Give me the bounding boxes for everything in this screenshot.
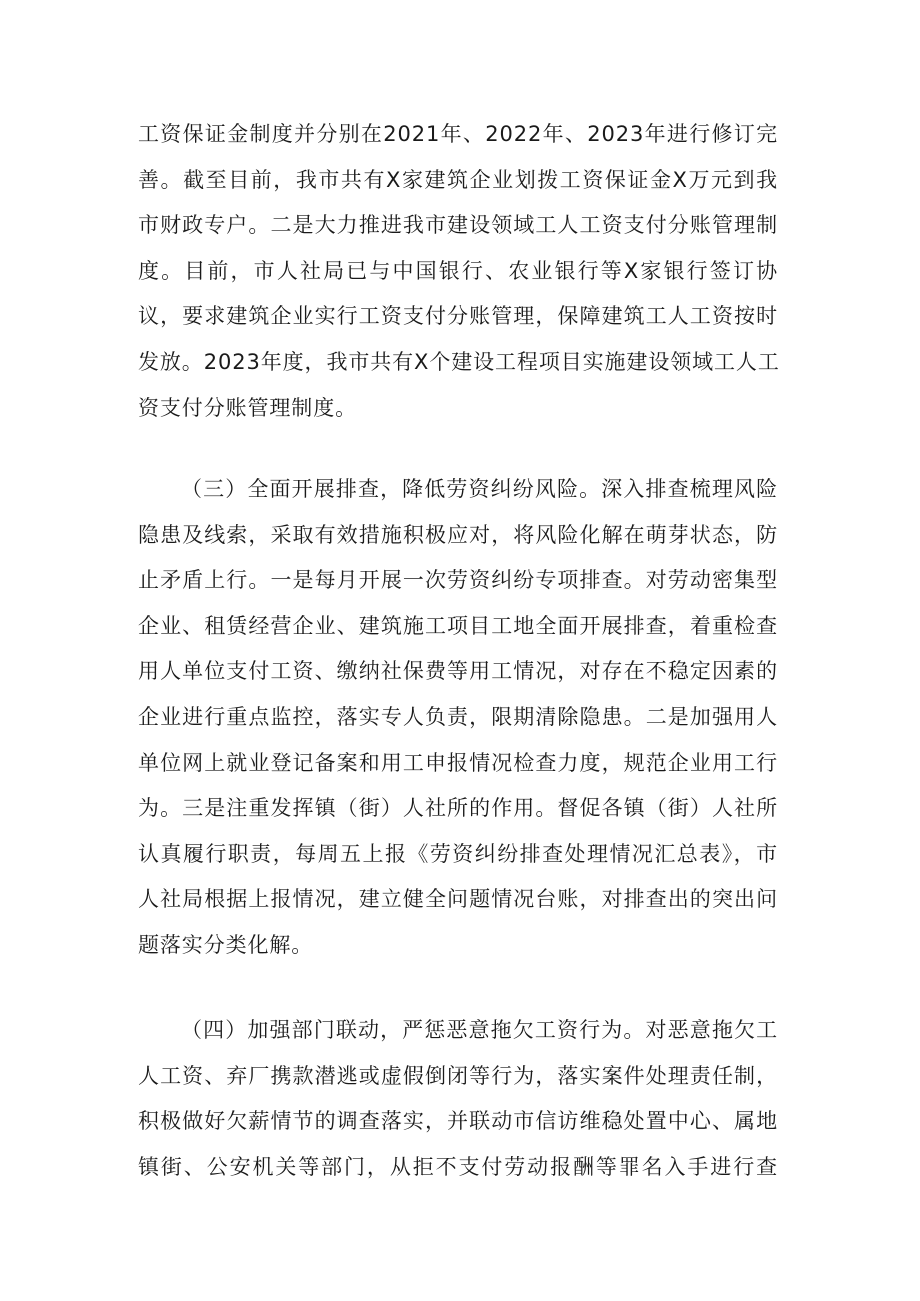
- section-heading-line: （三）全面开展排查，降低劳资纠纷风险。深入排查梳理风险: [181, 477, 778, 501]
- text-line: 人工资、弃厂携款潜逃或虚假倒闭等行为，落实案件处理责任制，: [138, 1063, 778, 1088]
- text-line: 为。三是注重发挥镇（街）人社所的作用。督促各镇（街）人社所: [138, 796, 778, 821]
- paragraph-section-four: [138, 1008, 778, 1190]
- paragraph-wage-guarantee: [138, 112, 778, 431]
- text-line: 单位网上就业登记备案和用工申报情况检查力度，规范企业用工行: [138, 750, 778, 775]
- text-line: 隐患及线索，采取有效措施积极应对，将风险化解在萌芽状态，防: [138, 522, 778, 547]
- text-line: 用人单位支付工资、缴纳社保费等用工情况，对存在不稳定因素的: [138, 659, 778, 684]
- text-line: 企业、租赁经营企业、建筑施工项目工地全面开展排查，着重检查: [138, 613, 778, 638]
- text-line: 议，要求建筑企业实行工资支付分账管理，保障建筑工人工资按时: [138, 304, 778, 329]
- text-line: 题落实分类化解。: [138, 932, 314, 957]
- text-line: 资支付分账管理制度。: [138, 395, 357, 420]
- text-line: 人社局根据上报情况，建立健全问题情况台账，对排查出的突出问: [138, 887, 778, 912]
- text-line: 市财政专户。二是大力推进我市建设领域工人工资支付分账管理制: [138, 213, 778, 238]
- text-line: 度。目前，市人社局已与中国银行、农业银行等X家银行签订协: [138, 258, 778, 283]
- text-line: 善。截至目前，我市共有X家建筑企业划拨工资保证金X万元到我: [138, 167, 778, 192]
- section-heading-line: （四）加强部门联动，严惩恶意拖欠工资行为。对恶意拖欠工: [181, 1018, 778, 1042]
- text-line: 企业进行重点监控，落实专人负责，限期清除隐患。二是加强用人: [138, 704, 778, 729]
- text-line: 镇街、公安机关等部门，从拒不支付劳动报酬等罪名入手进行查: [138, 1154, 778, 1179]
- text-line: 积极做好欠薪情节的调查落实，并联动市信访维稳处置中心、属地: [138, 1109, 778, 1134]
- text-line: 发放。2023年度，我市共有X个建设工程项目实施建设领域工人工: [138, 349, 780, 374]
- text-line: 止矛盾上行。一是每月开展一次劳资纠纷专项排查。对劳动密集型: [138, 568, 778, 593]
- text-line: 工资保证金制度并分别在2021年、2022年、2023年进行修订完: [138, 122, 778, 146]
- paragraph-section-three: [138, 467, 778, 969]
- text-line: 认真履行职责，每周五上报《劳资纠纷排查处理情况汇总表》，市: [138, 841, 778, 866]
